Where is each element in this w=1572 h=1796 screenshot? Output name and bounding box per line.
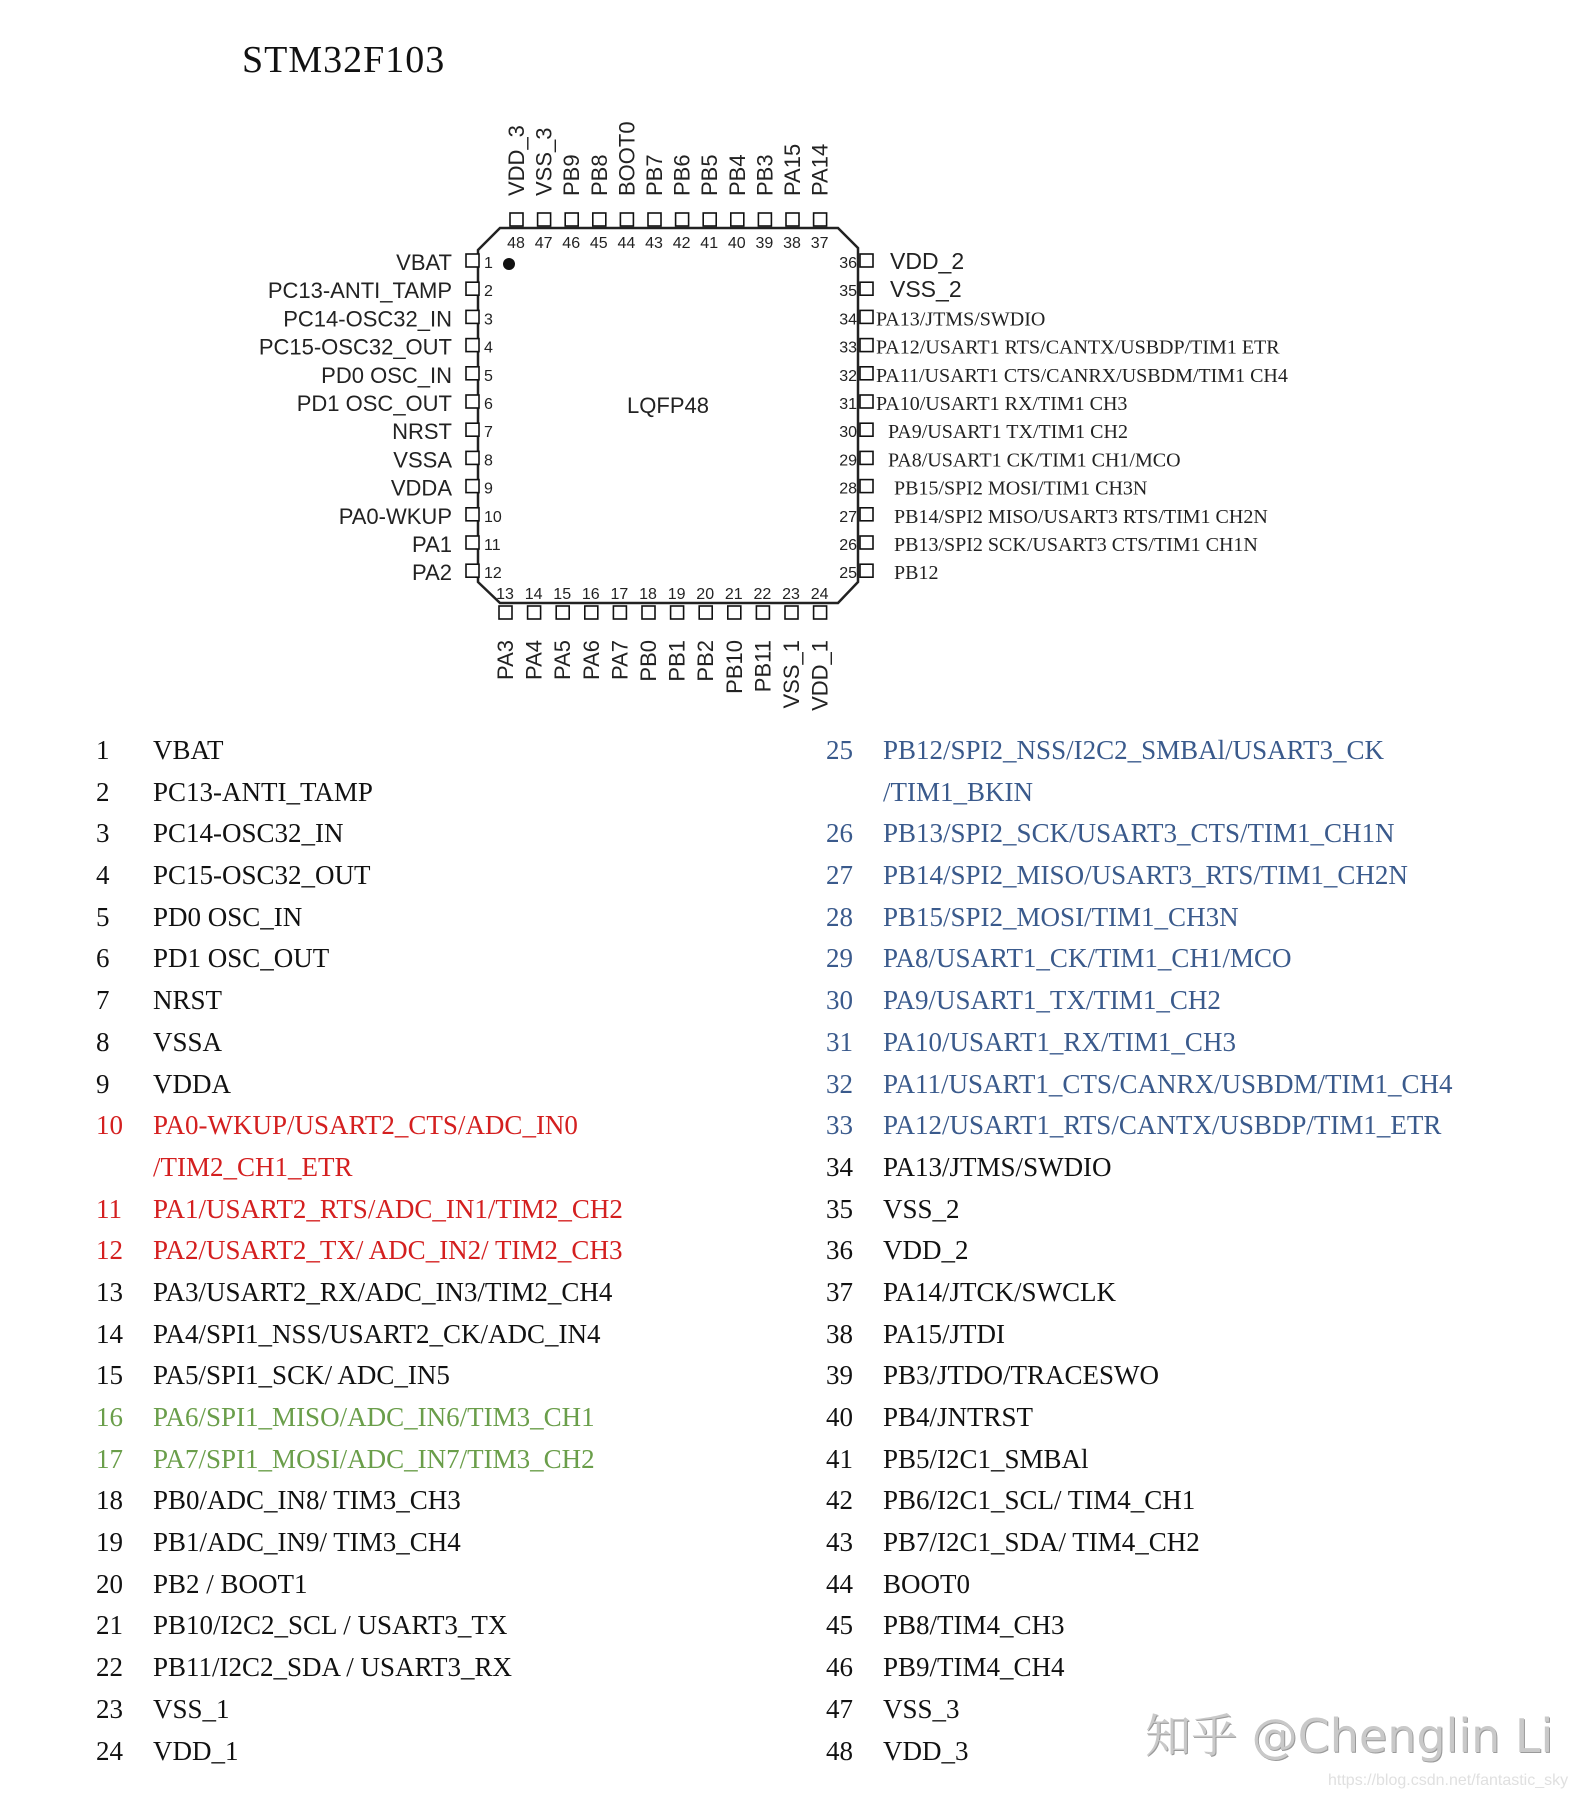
pin-number: 7 <box>484 424 493 442</box>
pin-list-number: 40 <box>826 1402 853 1432</box>
pin-pad <box>613 606 626 619</box>
pin-pad <box>676 213 689 226</box>
pin-number: 3 <box>484 311 493 329</box>
pin-pad <box>466 423 479 436</box>
pin-label: PD1 OSC_OUT <box>296 391 452 416</box>
pin-label: PA12/USART1 RTS/CANTX/USBDP/TIM1 ETR <box>876 336 1280 359</box>
pin-number: 24 <box>810 586 829 603</box>
pin-list-function: PA5/SPI1_SCK/ ADC_IN5 <box>153 1360 450 1391</box>
pin-list-function: VSS_1 <box>153 1693 230 1724</box>
pin-list-number: 34 <box>826 1151 853 1182</box>
pin-label: PB1 <box>664 640 690 682</box>
pin-pad <box>466 508 479 521</box>
pin-number: 14 <box>524 586 543 603</box>
pin-pad <box>785 606 798 619</box>
pin-pad <box>703 213 716 226</box>
pin-list-number: 8 <box>96 1026 110 1057</box>
pin-pad <box>731 213 744 226</box>
pin-list-function: PA2/USART2_TX/ ADC_IN2/ TIM2_CH3 <box>153 1235 623 1266</box>
pin-number: 21 <box>724 586 743 603</box>
pin-list-function: PB0/ADC_IN8/ TIM3_CH3 <box>153 1485 461 1516</box>
pin-label: PA3 <box>493 640 518 680</box>
pin-list-number: 33 <box>826 1110 853 1141</box>
pin-list-number: 7 <box>96 985 110 1016</box>
pin-list-function: /TIM2_CH1_ETR <box>153 1151 353 1182</box>
pin-label: PB3 <box>752 154 778 196</box>
pin-list-number: 26 <box>826 818 853 849</box>
pin-list-function: PA14/JTCK/SWCLK <box>883 1276 1117 1307</box>
pin-label: VSS_2 <box>890 276 962 303</box>
pin-list-function: PB1/ADC_IN9/ TIM3_CH4 <box>153 1527 461 1558</box>
pin-list-function: PA7/SPI1_MOSI/ADC_IN7/TIM3_CH2 <box>153 1443 595 1474</box>
pin-number: 42 <box>672 235 691 252</box>
pin-label: PC14-OSC32_IN <box>283 306 452 332</box>
pin-list-number: 44 <box>826 1568 853 1599</box>
pin-label: PA0-WKUP <box>338 503 452 529</box>
pin-number: 6 <box>484 396 493 413</box>
pin-list-number: 15 <box>96 1360 123 1391</box>
pin-list-function: PB3/JTDO/TRACESWO <box>883 1360 1160 1391</box>
pin-list-function: VDD_3 <box>883 1735 969 1766</box>
pin-list-number: 35 <box>826 1193 853 1224</box>
pin-label: PA5 <box>550 640 576 680</box>
pin-pad <box>699 606 712 619</box>
pin-list-number: 9 <box>96 1068 110 1099</box>
pin-number: 22 <box>753 586 772 603</box>
pin-list-function: PB14/SPI2_MISO/USART3_RTS/TIM1_CH2N <box>883 860 1408 891</box>
pin-pad <box>499 606 512 619</box>
pin-number: 30 <box>839 424 857 442</box>
pin-label: PB5 <box>697 154 723 196</box>
lqfp48-pinout-diagram <box>0 0 1572 740</box>
pin-list-number: 39 <box>826 1360 853 1391</box>
pin-pad <box>620 213 633 226</box>
pin-list-number: 28 <box>826 901 853 932</box>
pin-list-function: VBAT <box>153 735 224 765</box>
pin-list-function: PC14-OSC32_IN <box>153 818 344 849</box>
pin-list-number: 29 <box>826 943 853 974</box>
pin-list-number: 11 <box>96 1193 122 1224</box>
pin-list-number: 31 <box>826 1026 853 1057</box>
pin-list-function: PA3/USART2_RX/ADC_IN3/TIM2_CH4 <box>153 1276 613 1307</box>
pin-pad <box>466 282 479 295</box>
pin-list-number: 47 <box>826 1693 853 1724</box>
pin-number: 28 <box>839 480 857 498</box>
pin-pad <box>466 480 479 493</box>
pin-pad <box>814 213 827 226</box>
pin-list-function: PA12/USART1_RTS/CANTX/USBDP/TIM1_ETR <box>883 1110 1442 1141</box>
pin-pad <box>538 213 551 226</box>
pin-number: 11 <box>484 537 501 554</box>
pin-number: 10 <box>484 508 502 526</box>
pin-pad <box>860 282 873 295</box>
pin-list-function: PA4/SPI1_NSS/USART2_CK/ADC_IN4 <box>153 1318 601 1349</box>
pin-label: PA13/JTMS/SWDIO <box>876 308 1046 331</box>
pin-label: PA1 <box>412 532 452 557</box>
pin-pad <box>814 606 827 619</box>
pin-number: 35 <box>839 283 857 301</box>
pin-list-function: PB5/I2C1_SMBAl <box>883 1443 1089 1474</box>
pin-label: VDD_1 <box>807 640 833 711</box>
pin-label: PC15-OSC32_OUT <box>258 334 452 360</box>
pin-list-number: 30 <box>826 985 853 1016</box>
pin-pad <box>860 536 873 549</box>
pin-label: PA11/USART1 CTS/CANRX/USBDM/TIM1 CH4 <box>876 364 1288 387</box>
pin-number: 34 <box>839 311 857 329</box>
pin-label: VSS_1 <box>779 640 804 709</box>
pin-number: 40 <box>727 235 746 252</box>
pin-number: 33 <box>839 339 857 357</box>
pin-number: 16 <box>581 586 600 603</box>
pin-list-function: PA1/USART2_RTS/ADC_IN1/TIM2_CH2 <box>153 1193 623 1224</box>
pin-number: 4 <box>484 339 493 357</box>
pin-label: PB9 <box>559 154 585 196</box>
page-title: STM32F103 <box>242 39 446 81</box>
pin-number: 45 <box>589 235 608 252</box>
pin-pad <box>756 606 769 619</box>
pin-number: 26 <box>839 537 857 554</box>
pin-list-function: PA6/SPI1_MISO/ADC_IN6/TIM3_CH1 <box>153 1402 595 1432</box>
pin-list-number: 42 <box>826 1485 853 1516</box>
pin-pad <box>528 606 541 619</box>
pin-number: 46 <box>562 235 581 252</box>
pin-label: VDD_3 <box>504 125 529 196</box>
pin-list-function: PA8/USART1_CK/TIM1_CH1/MCO <box>883 943 1292 974</box>
watermark: 知乎 @Chenglin Li <box>1145 1709 1554 1763</box>
pin-number: 25 <box>839 565 857 583</box>
pin-list-number: 24 <box>96 1735 123 1766</box>
pin-list-number: 37 <box>826 1276 853 1307</box>
pin-label: BOOT0 <box>614 121 640 196</box>
pin-label: PA8/USART1 CK/TIM1 CH1/MCO <box>888 449 1181 472</box>
pin-list-function: PB8/TIM4_CH3 <box>883 1610 1065 1641</box>
pin-list-number: 1 <box>96 735 110 765</box>
pin-pad <box>466 310 479 323</box>
pin-list-number: 2 <box>96 776 110 807</box>
pin-number: 13 <box>496 586 514 603</box>
pin-list-number: 23 <box>96 1693 123 1724</box>
pin-pad <box>648 213 661 226</box>
pin-number: 38 <box>783 235 801 252</box>
pin-pad <box>585 606 598 619</box>
pin-number: 44 <box>617 235 636 252</box>
pin-pad <box>565 213 578 226</box>
pin-list-number: 32 <box>826 1068 853 1099</box>
pin-list-number: 18 <box>96 1485 123 1516</box>
pin-label: PB0 <box>636 640 661 682</box>
pin-list-number: 17 <box>96 1443 123 1474</box>
pin-list-number: 3 <box>96 818 110 849</box>
pin-number: 5 <box>484 367 493 385</box>
pin-list-function: VSSA <box>153 1026 223 1057</box>
watermark-url: https://blog.csdn.net/fantastic_sky <box>1328 1772 1569 1789</box>
pin-pad <box>671 606 684 619</box>
pin-number: 41 <box>700 235 719 252</box>
pin-number: 8 <box>484 452 493 470</box>
pin-label: NRST <box>392 419 452 445</box>
pin-list-number: 46 <box>826 1652 853 1683</box>
pin-list-number: 22 <box>96 1652 123 1683</box>
pin-list-function: VSS_2 <box>883 1193 960 1224</box>
pin-label: PB12 <box>894 562 939 585</box>
pin-number: 36 <box>839 255 857 272</box>
pin-number: 2 <box>484 283 493 301</box>
pin-pad <box>466 254 479 267</box>
pin-label: VSS_3 <box>531 127 557 196</box>
pin-label: PB14/SPI2 MISO/USART3 RTS/TIM1 CH2N <box>894 505 1268 528</box>
pin-list-function: PA9/USART1_TX/TIM1_CH2 <box>883 985 1221 1016</box>
pin-pad <box>860 564 873 577</box>
pin-number: 43 <box>645 235 663 252</box>
pin-list-function: PB6/I2C1_SCL/ TIM4_CH1 <box>883 1485 1196 1516</box>
pin-list-function: PB4/JNTRST <box>883 1402 1034 1432</box>
pin-number: 19 <box>667 586 686 603</box>
pin-number: 47 <box>534 235 553 252</box>
pin-list-function: PB15/SPI2_MOSI/TIM1_CH3N <box>883 901 1239 932</box>
package-label: LQFP48 <box>627 393 709 418</box>
pin-label: PA10/USART1 RX/TIM1 CH3 <box>876 393 1128 415</box>
pin-pad <box>510 213 523 226</box>
pin-list-number: 4 <box>96 860 110 891</box>
pin-list-function: PB11/I2C2_SDA / USART3_RX <box>153 1652 512 1683</box>
pin-list-function: PB2 / BOOT1 <box>153 1568 308 1599</box>
pin-pad <box>860 451 873 464</box>
pin-label: PA4 <box>521 640 547 680</box>
pin-pad <box>860 310 873 323</box>
pin-label: PB6 <box>669 154 695 196</box>
pin-label: PA7 <box>607 640 633 680</box>
pin-list-number: 38 <box>826 1318 853 1349</box>
pin-list-number: 48 <box>826 1735 853 1766</box>
pin-label: PB13/SPI2 SCK/USART3 CTS/TIM1 CH1N <box>894 534 1258 556</box>
pin-pad <box>466 564 479 577</box>
pin-label: VSSA <box>393 447 452 473</box>
pin-pad <box>466 339 479 352</box>
pin-label: VBAT <box>396 250 452 275</box>
pin-list-function: PA13/JTMS/SWDIO <box>883 1151 1112 1182</box>
pin-list-function: BOOT0 <box>883 1568 970 1599</box>
pin-number: 48 <box>507 235 525 252</box>
pin-number: 1 <box>484 255 493 272</box>
pin-list-function: PB9/TIM4_CH4 <box>883 1652 1065 1683</box>
pin-label: PB11 <box>750 640 776 693</box>
pin-list-number: 43 <box>826 1527 853 1558</box>
pin-pad <box>786 213 799 226</box>
pin-list-function: PB12/SPI2_NSS/I2C2_SMBAl/USART3_CK <box>883 735 1385 765</box>
pin-pad <box>642 606 655 619</box>
pin-pad <box>466 451 479 464</box>
pin-label: PA15 <box>780 143 805 196</box>
pin-list-function: PA11/USART1_CTS/CANRX/USBDM/TIM1_CH4 <box>883 1068 1453 1099</box>
pin-label: PB2 <box>693 640 719 682</box>
pin-pad <box>860 480 873 493</box>
pin-number: 15 <box>553 586 572 603</box>
pin-list-number: 12 <box>96 1235 123 1266</box>
pin-pad <box>593 213 606 226</box>
pin-list-function: VDD_2 <box>883 1235 969 1266</box>
pin-number: 20 <box>696 586 715 603</box>
pin-list-number: 5 <box>96 901 110 932</box>
pin-label: PA14 <box>807 143 833 196</box>
pin-list-function: PA0-WKUP/USART2_CTS/ADC_IN0 <box>153 1110 578 1141</box>
pin-list-function: NRST <box>153 985 223 1016</box>
pin-list-function: VDD_1 <box>153 1735 239 1766</box>
pin-pad <box>758 213 771 226</box>
pin-list-number: 36 <box>826 1235 853 1266</box>
pin-pad <box>860 395 873 408</box>
pin-list-number: 6 <box>96 943 110 974</box>
pin-list-number: 13 <box>96 1276 123 1307</box>
pin-number: 23 <box>782 586 800 603</box>
pin-list-function: PA10/USART1_RX/TIM1_CH3 <box>883 1026 1236 1057</box>
pin-label: PB7 <box>642 154 667 196</box>
pin-number: 12 <box>484 565 502 583</box>
pin-pad <box>466 367 479 380</box>
pin-list-number: 14 <box>96 1318 123 1349</box>
pin-list-number: 27 <box>826 860 853 891</box>
pin-pad <box>466 536 479 549</box>
pin-pad <box>466 395 479 408</box>
pin-list-number: 45 <box>826 1610 853 1641</box>
pin-number: 18 <box>639 586 657 603</box>
pin-pad <box>860 423 873 436</box>
pin-number: 29 <box>839 452 857 470</box>
pin-label: PD0 OSC_IN <box>321 362 452 388</box>
pin-number: 31 <box>839 396 857 413</box>
pin-list-function: VSS_3 <box>883 1693 960 1724</box>
pin-list-function: VDDA <box>153 1068 231 1099</box>
pin-list-number: 19 <box>96 1527 123 1558</box>
pin-list-number: 10 <box>96 1110 123 1141</box>
pin-label: PB10 <box>721 640 747 694</box>
pin-label: VDDA <box>390 475 452 501</box>
pin-list-function: PD0 OSC_IN <box>153 901 303 932</box>
pin-pad <box>860 367 873 380</box>
pin-label: PA6 <box>578 640 604 680</box>
pin-list-function: PB10/I2C2_SCL / USART3_TX <box>153 1610 508 1641</box>
pin-list-function: PC15-OSC32_OUT <box>153 860 371 891</box>
pin-pad <box>728 606 741 619</box>
pin-pad <box>860 508 873 521</box>
pin-label: PA9/USART1 TX/TIM1 CH2 <box>888 421 1128 444</box>
pin-pad <box>860 339 873 352</box>
pin-number: 32 <box>839 367 857 385</box>
pin-label: VDD_2 <box>890 248 965 274</box>
pin-number: 17 <box>610 586 629 603</box>
pin1-indicator-dot <box>503 258 515 270</box>
pin-list-function: PC13-ANTI_TAMP <box>153 776 373 807</box>
pin-label: PB8 <box>586 154 612 196</box>
pin-list-function: PB13/SPI2_SCK/USART3_CTS/TIM1_CH1N <box>883 818 1395 849</box>
pin-pad <box>556 606 569 619</box>
pin-label: PA2 <box>412 560 452 586</box>
pin-label: PC13-ANTI_TAMP <box>267 278 452 304</box>
pin-list-number: 16 <box>96 1402 123 1432</box>
pin-number: 9 <box>484 480 493 498</box>
pin-number: 39 <box>755 235 774 252</box>
pin-list-function: PD1 OSC_OUT <box>153 943 330 974</box>
pin-label: PB15/SPI2 MOSI/TIM1 CH3N <box>894 477 1148 500</box>
pin-label: PB4 <box>724 154 750 196</box>
pin-list-number: 21 <box>96 1610 123 1641</box>
pin-number: 37 <box>810 235 829 252</box>
pin-list-function: PB7/I2C1_SDA/ TIM4_CH2 <box>883 1527 1200 1558</box>
pin-list-function: /TIM1_BKIN <box>883 776 1033 807</box>
pin-pad <box>860 254 873 267</box>
pin-number: 27 <box>839 508 857 526</box>
pin-list-number: 20 <box>96 1568 123 1599</box>
pin-list-number: 25 <box>826 735 853 765</box>
pin-list-number: 41 <box>826 1443 853 1474</box>
pin-list-function: PA15/JTDI <box>883 1318 1006 1349</box>
